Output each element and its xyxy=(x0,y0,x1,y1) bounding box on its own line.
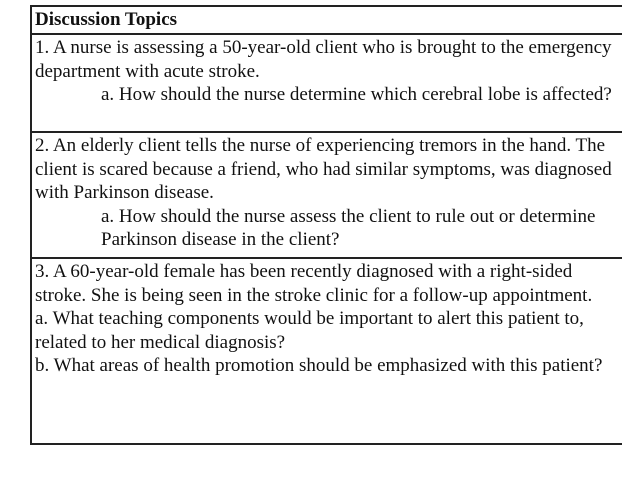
topic-3-text: 3. A 60-year-old female has been recently diagnosed with a right-sided stroke. She is being seen in the stroke clinic for a follow-up appointment. xyxy=(35,261,593,306)
topic-3-question-b: b. What areas of health promotion should be emphasized with this patient? xyxy=(35,355,603,376)
topic-row-3 xyxy=(32,257,622,443)
topic-1-question-a: a. How should the nurse determine which cerebral lobe is affected? xyxy=(101,84,612,105)
topic-row-2 xyxy=(32,131,622,257)
topic-1-text: 1. A nurse is assessing a 50-year-old client who is brought to the emergency department with acute stroke. xyxy=(35,37,612,82)
topic-row-1 xyxy=(32,35,622,131)
topic-2-text: 2. An elderly client tells the nurse of experiencing tremors in the hand. The client is scared because a friend, who had similar symptoms, was diagnosed with Parkinson disease. xyxy=(35,135,612,203)
discussion-topics-table xyxy=(30,5,622,445)
table-header: Discussion Topics xyxy=(32,7,622,35)
topic-2-question-a: a. How should the nurse assess the client to rule out or determine Parkinson disease in the client? xyxy=(101,205,596,250)
topic-3-question-a: a. What teaching components would be important to alert this patient to, related to her medical diagnosis? xyxy=(35,308,584,353)
